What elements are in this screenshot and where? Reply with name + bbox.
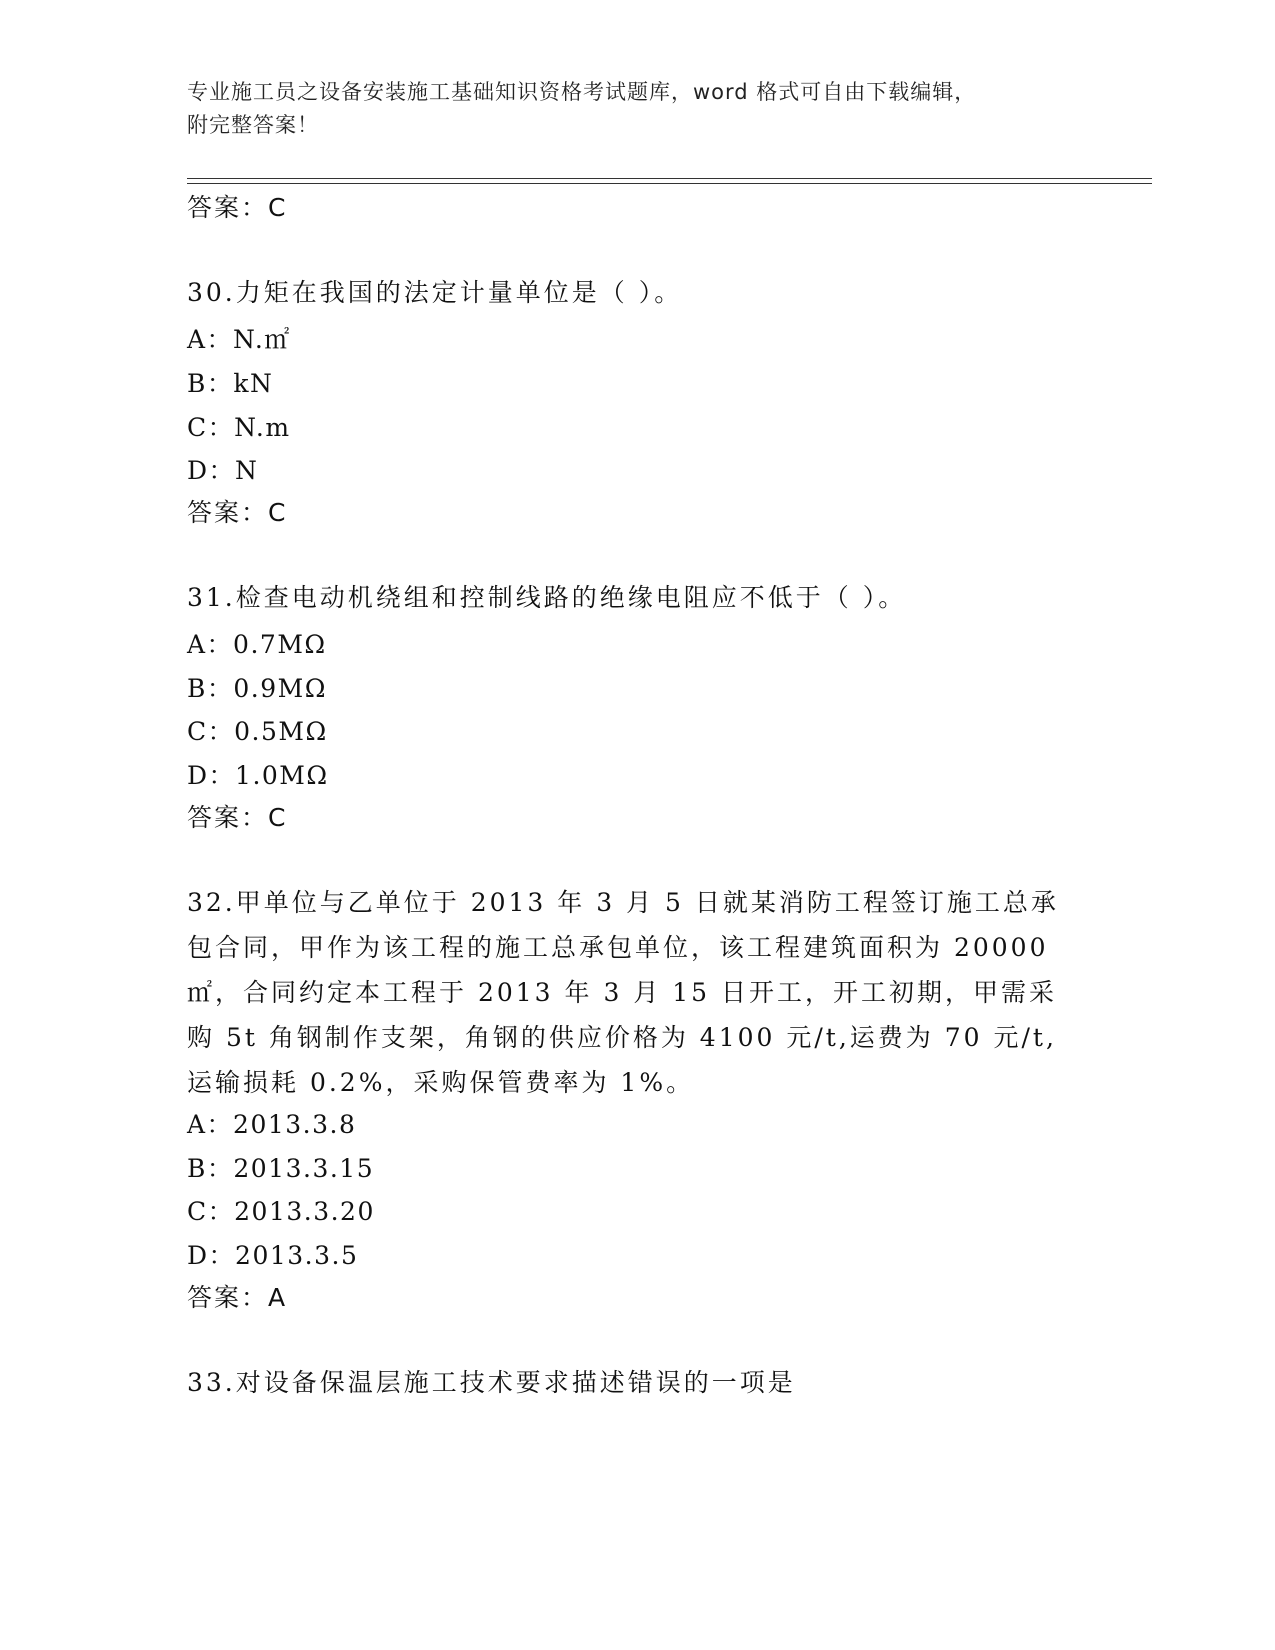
question-31-option-b: B：0.9MΩ [187,674,327,703]
header-line-1: 专业施工员之设备安装施工基础知识资格考试题库，word 格式可自由下载编辑， [187,80,977,104]
previous-answer: 答案：C [187,193,288,222]
question-30-option-c: C：N.m [187,413,291,442]
question-32-stem: 32.甲单位与乙单位于 2013 年 3 月 5 日就某消防工程签订施工总承包合同，甲作为该工程的施工总承包单位，该工程建筑面积为 20000㎡，合同约定本工程于 2013 年 3 月 15 日开工，开工初期，甲需采购 5t 角钢制作支架，角钢的供应价格为 4100 元/t,运费为 70 元/t,运输损耗 0.2%，采购保管费率为 1%。 [187,888,1059,1097]
question-31-stem: 31.检查电动机绕组和控制线路的绝缘电阻应不低于（ ）。 [187,583,907,612]
question-31-option-c: C：0.5MΩ [187,717,328,746]
question-31-option-d: D：1.0MΩ [187,761,329,790]
question-32-option-a: A：2013.3.8 [187,1110,357,1139]
question-30-option-b: B：kN [187,369,274,398]
question-31-option-a: A：0.7MΩ [187,630,327,659]
question-30-answer: 答案：C [187,498,288,527]
header-divider-top [187,178,1152,179]
question-33-stem: 33.对设备保温层施工技术要求描述错误的一项是 [187,1368,796,1397]
question-32-option-c: C：2013.3.20 [187,1197,375,1226]
question-32-answer: 答案：A [187,1283,288,1312]
question-30-option-a: A：N.㎡ [187,325,291,354]
question-32-option-b: B：2013.3.15 [187,1154,375,1183]
document-header [187,76,1067,142]
question-32-option-d: D：2013.3.5 [187,1241,359,1270]
question-30-stem: 30.力矩在我国的法定计量单位是（ ）。 [187,278,683,307]
question-31-answer: 答案：C [187,803,288,832]
header-divider-bottom [187,183,1152,184]
question-30-option-d: D：N [187,456,259,485]
header-line-2: 附完整答案！ [187,113,319,137]
